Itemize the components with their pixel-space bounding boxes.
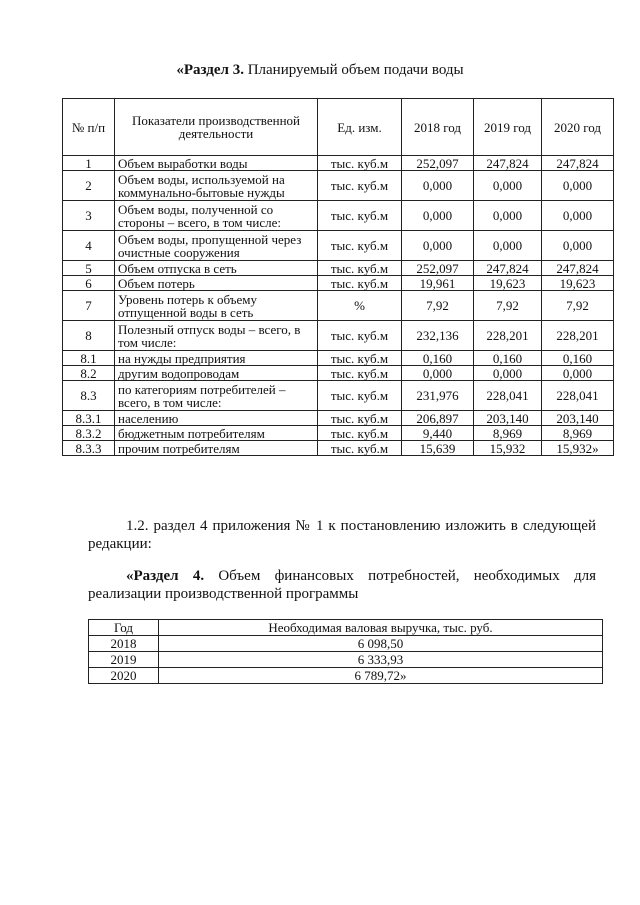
section3-title-bold: «Раздел 3. xyxy=(176,62,244,78)
row-value-2020: 8,969 xyxy=(542,426,614,441)
row-indicator: населению xyxy=(115,411,318,426)
row-value-2020: 0,000 xyxy=(542,231,614,261)
table-row xyxy=(63,426,614,441)
header-year: Год xyxy=(89,620,159,636)
header-revenue: Необходимая валовая выручка, тыс. руб. xyxy=(159,620,603,636)
row-value-2018: 252,097 xyxy=(402,261,474,276)
row-value-2018: 15,639 xyxy=(402,441,474,456)
row-value-2018: 231,976 xyxy=(402,381,474,411)
row-indicator: Объем воды, пропущенной через очистные сооружения xyxy=(115,231,318,261)
row-number: 6 xyxy=(63,276,115,291)
table2-body xyxy=(89,636,603,684)
row-unit: % xyxy=(318,291,402,321)
row-unit: тыс. куб.м xyxy=(318,231,402,261)
row-value-2020: 19,623 xyxy=(542,276,614,291)
row-value-2018: 7,92 xyxy=(402,291,474,321)
row-value-2018: 0,160 xyxy=(402,351,474,366)
table-row xyxy=(63,291,614,321)
section4-title xyxy=(88,567,596,603)
row-value-2020: 0,000 xyxy=(542,366,614,381)
planned-water-supply-table xyxy=(62,98,614,456)
paragraph-1-2: 1.2. раздел 4 приложения № 1 к постановлению изложить в следующей редакции: xyxy=(88,518,596,552)
row-value-2019: 228,201 xyxy=(474,321,542,351)
header-2020: 2020 год xyxy=(542,99,614,156)
section3-title-rest: Планируемый объем подачи воды xyxy=(243,62,464,78)
row-value-2020: 228,201 xyxy=(542,321,614,351)
row-value-2018: 206,897 xyxy=(402,411,474,426)
row-value-2019: 19,623 xyxy=(474,276,542,291)
row-value-2018: 0,000 xyxy=(402,201,474,231)
row-unit: тыс. куб.м xyxy=(318,321,402,351)
row-number: 8.3.3 xyxy=(63,441,115,456)
row-indicator: бюджетным потребителям xyxy=(115,426,318,441)
row-number: 7 xyxy=(63,291,115,321)
row-number: 8.1 xyxy=(63,351,115,366)
table-row xyxy=(63,366,614,381)
row-indicator: на нужды предприятия xyxy=(115,351,318,366)
row-value-2020: 247,824 xyxy=(542,156,614,171)
row-unit: тыс. куб.м xyxy=(318,261,402,276)
row-value-2020: 247,824 xyxy=(542,261,614,276)
row-number: 8.3 xyxy=(63,381,115,411)
row-number: 2 xyxy=(63,171,115,201)
row-value-2019: 15,932 xyxy=(474,441,542,456)
row-number: 8.3.2 xyxy=(63,426,115,441)
table-row xyxy=(89,636,603,652)
row-unit: тыс. куб.м xyxy=(318,426,402,441)
row-value-2018: 9,440 xyxy=(402,426,474,441)
row-value-2020: 0,000 xyxy=(542,171,614,201)
row-value-2019: 247,824 xyxy=(474,261,542,276)
row-value-2019: 203,140 xyxy=(474,411,542,426)
row-unit: тыс. куб.м xyxy=(318,351,402,366)
row-unit: тыс. куб.м xyxy=(318,171,402,201)
row-value-2019: 0,160 xyxy=(474,351,542,366)
table-row xyxy=(89,668,603,684)
row-revenue: 6 098,50 xyxy=(159,636,603,652)
row-revenue: 6 789,72» xyxy=(159,668,603,684)
table-row xyxy=(89,652,603,668)
row-unit: тыс. куб.м xyxy=(318,441,402,456)
row-number: 8.2 xyxy=(63,366,115,381)
row-indicator: Объем потерь xyxy=(115,276,318,291)
row-indicator: прочим потребителям xyxy=(115,441,318,456)
row-indicator: другим водопроводам xyxy=(115,366,318,381)
row-number: 3 xyxy=(63,201,115,231)
table-row xyxy=(63,156,614,171)
table-row xyxy=(63,321,614,351)
header-indicator: Показатели производственной деятельности xyxy=(115,99,318,156)
header-2018: 2018 год xyxy=(402,99,474,156)
row-indicator: Объем отпуска в сеть xyxy=(115,261,318,276)
header-2019: 2019 год xyxy=(474,99,542,156)
table-row xyxy=(63,441,614,456)
row-value-2020: 7,92 xyxy=(542,291,614,321)
row-value-2020: 0,160 xyxy=(542,351,614,366)
row-number: 5 xyxy=(63,261,115,276)
section4-title-rest: Объем финансовых потребностей, необходимых для реализации производственной программы xyxy=(88,568,596,602)
table-row xyxy=(63,351,614,366)
row-value-2019: 0,000 xyxy=(474,366,542,381)
row-unit: тыс. куб.м xyxy=(318,276,402,291)
row-number: 4 xyxy=(63,231,115,261)
row-number: 8.3.1 xyxy=(63,411,115,426)
table-header-row xyxy=(89,620,603,636)
row-unit: тыс. куб.м xyxy=(318,411,402,426)
row-value-2020: 0,000 xyxy=(542,201,614,231)
row-value-2020: 228,041 xyxy=(542,381,614,411)
row-value-2019: 247,824 xyxy=(474,156,542,171)
row-value-2019: 8,969 xyxy=(474,426,542,441)
table-row xyxy=(63,276,614,291)
table-row xyxy=(63,201,614,231)
row-number: 1 xyxy=(63,156,115,171)
row-indicator: Уровень потерь к объему отпущенной воды в сеть xyxy=(115,291,318,321)
row-value-2018: 232,136 xyxy=(402,321,474,351)
row-value-2019: 228,041 xyxy=(474,381,542,411)
table-row xyxy=(63,261,614,276)
row-value-2019: 7,92 xyxy=(474,291,542,321)
row-value-2020: 203,140 xyxy=(542,411,614,426)
section4-title-bold: «Раздел 4. xyxy=(126,568,205,584)
row-unit: тыс. куб.м xyxy=(318,381,402,411)
row-unit: тыс. куб.м xyxy=(318,156,402,171)
row-value-2018: 0,000 xyxy=(402,171,474,201)
row-year: 2018 xyxy=(89,636,159,652)
row-value-2019: 0,000 xyxy=(474,171,542,201)
row-value-2018: 0,000 xyxy=(402,231,474,261)
header-number: № п/п xyxy=(63,99,115,156)
financial-needs-table xyxy=(88,619,603,684)
section3-title xyxy=(0,62,640,79)
row-value-2020: 15,932» xyxy=(542,441,614,456)
row-value-2018: 0,000 xyxy=(402,366,474,381)
table-row xyxy=(63,231,614,261)
row-unit: тыс. куб.м xyxy=(318,201,402,231)
row-value-2019: 0,000 xyxy=(474,231,542,261)
row-indicator: Объем воды, полученной со стороны – всего, в том числе: xyxy=(115,201,318,231)
row-value-2018: 252,097 xyxy=(402,156,474,171)
row-indicator: Объем воды, используемой на коммунально-бытовые нужды xyxy=(115,171,318,201)
row-unit: тыс. куб.м xyxy=(318,366,402,381)
header-unit: Ед. изм. xyxy=(318,99,402,156)
row-indicator: Объем выработки воды xyxy=(115,156,318,171)
table-header-row xyxy=(63,99,614,156)
table-row xyxy=(63,171,614,201)
row-year: 2020 xyxy=(89,668,159,684)
row-indicator: Полезный отпуск воды – всего, в том числе: xyxy=(115,321,318,351)
table-row xyxy=(63,411,614,426)
table1-body xyxy=(63,156,614,456)
row-indicator: по категориям потребителей – всего, в том числе: xyxy=(115,381,318,411)
table-row xyxy=(63,381,614,411)
row-value-2018: 19,961 xyxy=(402,276,474,291)
row-revenue: 6 333,93 xyxy=(159,652,603,668)
row-value-2019: 0,000 xyxy=(474,201,542,231)
row-number: 8 xyxy=(63,321,115,351)
row-year: 2019 xyxy=(89,652,159,668)
